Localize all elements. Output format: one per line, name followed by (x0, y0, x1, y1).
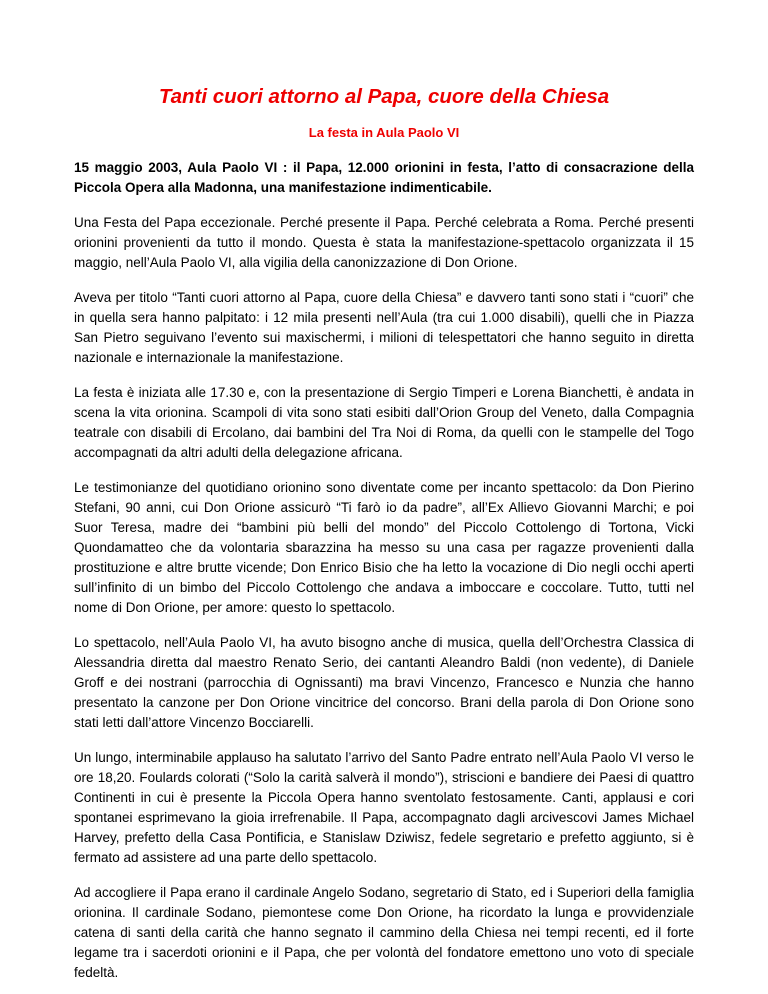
paragraph: Un lungo, interminabile applauso ha salutato l’arrivo del Santo Padre entrato nell’Aula Paolo VI verso le ore 18,20. Foulards colorati (“Solo la carità salverà il mondo”), striscioni e bandiere dei Paesi di quattro Continenti in cui è presente la Piccola Opera hanno sventolato festosamente. Canti, applausi e cori spontanei esprimevano la gioia irrefrenabile. Il Papa, accompagnato dagli arcivescovi James Michael Harvey, prefetto della Casa Pontificia, e Stanislaw Dziwisz, fedele segretario e prefetto aggiunto, si è fermato ad assistere ad una parte dello spettacolo. (74, 750, 694, 865)
paragraph: Una Festa del Papa eccezionale. Perché presente il Papa. Perché celebrata a Roma. Perché presenti orionini provenienti da tutto il mondo. Questa è stata la manifestazione-spettacolo organizzata il 15 maggio, nell’Aula Paolo VI, alla vigilia della canonizzazione di Don Orione. (74, 215, 694, 270)
article-title: Tanti cuori attorno al Papa, cuore della Chiesa (158, 85, 610, 108)
paragraph: Ad accogliere il Papa erano il cardinale Angelo Sodano, segretario di Stato, ed i Superiori della famiglia orionina. Il cardinale Sodano, piemontese come Don Orione, ha ricordato la lunga e provvidenziale catena di santi della carità che hanno segnato il cammino della Chiesa nei tempi recenti, ed il forte legame tra i sacerdoti orionini e il Papa, che per volontà del fondatore emettono uno voto di speciale fedeltà. (74, 885, 694, 980)
paragraph: La festa è iniziata alle 17.30 e, con la presentazione di Sergio Timperi e Lorena Bianchetti, è andata in scena la vita orionina. Scampoli di vita sono stati esibiti dall’Orion Group del Veneto, dalla Compagnia teatrale con disabili di Ercolano, dai bambini del Tra Noi di Roma, da quelli con le stampelle del Togo accompagnati da altri adulti della delegazione africana. (74, 385, 694, 460)
paragraph: Aveva per titolo “Tanti cuori attorno al Papa, cuore della Chiesa” e davvero tanti sono stati i “cuori” che in quella sera hanno palpitato: i 12 mila presenti nell’Aula (tra cui 1.000 disabili), quelli che in Piazza San Pietro seguivano l’evento sui maxischermi, i milioni di telespettatori che hanno seguito in diretta nazionale e internazionale la manifestazione. (74, 290, 694, 365)
article (74, 84, 694, 983)
paragraph: Lo spettacolo, nell’Aula Paolo VI, ha avuto bisogno anche di musica, quella dell’Orchestra Classica di Alessandria diretta dal maestro Renato Serio, dei cantanti Aleandro Baldi (non vedente), di Daniele Groff e dei nostrani (parrocchia di Ognissanti) ma bravi Vincenzo, Francesco e Nunzia che hanno presentato la canzone per Don Orione vincitrice del concorso. Brani della parola di Don Orione sono stati letti dall’attore Vincenzo Bocciarelli. (74, 635, 694, 730)
article-lead: 15 maggio 2003, Aula Paolo VI : il Papa, 12.000 orionini in festa, l’atto di consacrazione della Piccola Opera alla Madonna, una manifestazione indimenticabile. (74, 160, 694, 195)
article-subtitle: La festa in Aula Paolo VI (308, 125, 460, 140)
paragraph: Le testimonianze del quotidiano orionino sono diventate come per incanto spettacolo: da Don Pierino Stefani, 90 anni, cui Don Orione assicurò “Ti farò io da padre”, all’Ex Allievo Giovanni Marchi; e poi Suor Teresa, madre dei “bambini più belli del mondo” del Piccolo Cottolengo di Tortona, Vicki Quondamatteo che da volontaria sbarazzina ha messo su una casa per ragazze provenienti dalla prostituzione e altre brutte vicende; Don Enrico Bisio che ha letto la vocazione di Dio negli occhi aperti sull’infinito di un bimbo del Piccolo Cottolengo che andava a imboccare e coccolare. Tutto, tutti nel nome di Don Orione, per amore: questo lo spettacolo. (74, 480, 694, 615)
